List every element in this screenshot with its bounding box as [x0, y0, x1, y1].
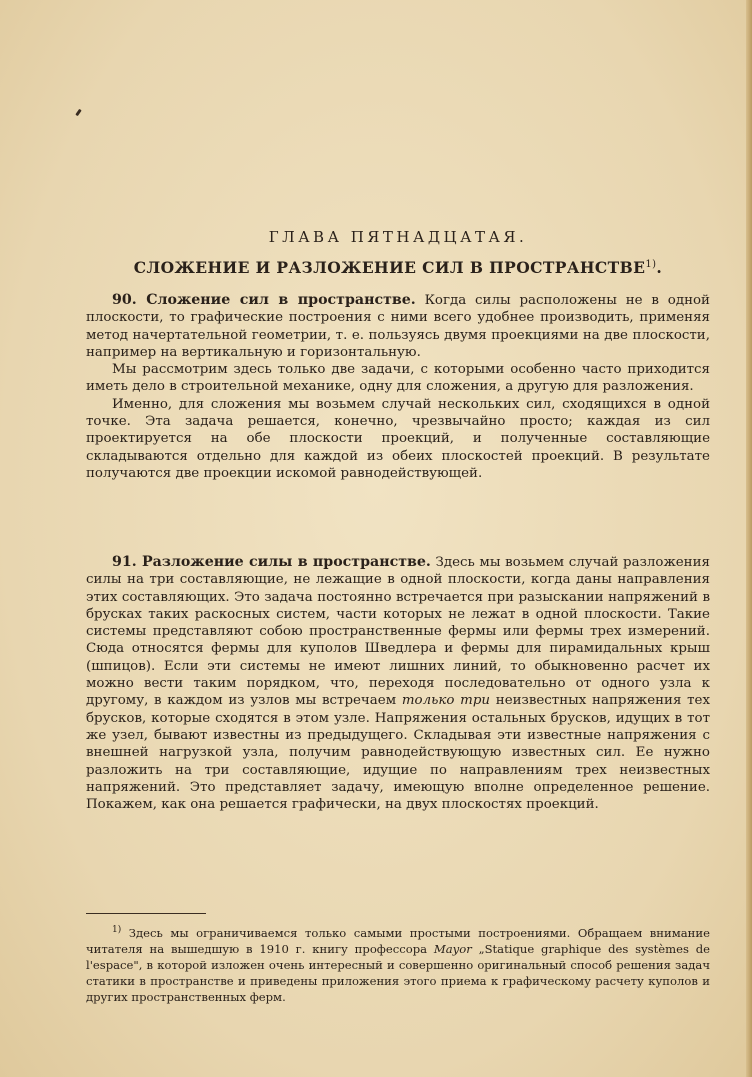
footnote-text-b: „Statique graphique des systèmes de l'espace", в которой изложен очень интересный и совершенно оригинальный способ решения задач статики в пространстве и приведены приложения этого приема к графическому расчету куполов и других пространственных ферм.: [86, 941, 711, 1004]
chapter-label: ГЛАВА ПЯТНАДЦАТАЯ.: [268, 228, 528, 246]
footnote-text-a: Здесь мы ограничиваемся только самыми простыми построениями. Обращаем внимание читателя на вышедшую в 1910 г. книгу профессора: [86, 925, 711, 956]
footnote-reference: 1): [645, 258, 657, 270]
footnote: [86, 922, 710, 1005]
section-90-text-1: Когда силы расположены не в одной плоскости, то графические построения с ними всего удобнее производить, применяя метод начертательной геометрии, т. е. пользуясь двумя проекциями на две плоскости, например на вертикальную и горизонтальную.: [86, 293, 710, 360]
section-91: [86, 554, 710, 813]
section-91-text-b: неизвестных напряжения тех брусков, которые сходятся в этом узле. Напряжения остальных брусков, идущих в тот же узел, бывают известны из предыдущего. Складывая эти известные напряжения с внешней нагрузкой узла, получим равнодействующую известных сил. Ее нужно разложить на три составляющие, идущие по направлениям трех неизвестных напряжений. Это представляет задачу, имеющую вполне определенное решение. Покажем, как она решается графически, на двух плоскостях проекций.: [86, 693, 711, 813]
section-91-emphasis: только три: [401, 693, 491, 709]
section-90-paragraph-1: [86, 292, 710, 361]
footnote-rule: [86, 913, 206, 914]
ink-speck: [75, 109, 81, 116]
section-91-paragraph-1: [86, 554, 710, 813]
footnote-author: Mayor: [433, 941, 472, 956]
section-90-paragraph-3: Именно, для сложения мы возьмем случай нескольких сил, сходящихся в одной точке. Эта задача решается, конечно, чрезвычайно просто; каждая из сил проектируется на обе плоскости проекций, и полученные составляющие складываются отдельно для каждой из обеих плоскостей проекций. В результате получаются две проекции искомой равнодействующей.: [86, 396, 710, 481]
chapter-title-end: .: [656, 258, 663, 277]
chapter-title: [86, 258, 710, 277]
section-90-heading: 90. Сложение сил в пространстве.: [112, 292, 416, 308]
section-91-text-a: Здесь мы возьмем случай разложения силы на три составляющие, не лежащие в одной плоскости, когда даны направления этих составляющих. Это задача постоянно встречается при разыскании напряжений в брусках таких раскосных систем, части которых не лежат в одной плоскости. Такие системы представляют собою пространственные фермы или фермы трех измерений. Сюда относятся фермы для куполов Шведлера и фермы для пирамидальных крыш (шпицов). Если эти системы не имеют лишних линий, то обыкновенно расчет их можно вести таким порядком, что, переходя последовательно от одного узла к другому, в каждом из узлов мы встречаем: [86, 555, 710, 709]
chapter-title-text: СЛОЖЕНИЕ И РАЗЛОЖЕНИЕ СИЛ В ПРОСТРАНСТВЕ: [133, 258, 646, 277]
page-edge-shadow: [746, 0, 752, 1077]
footnote-mark: 1): [112, 925, 122, 935]
section-91-heading: 91. Разложение силы в пространстве.: [112, 554, 431, 570]
section-90: [86, 292, 710, 482]
section-90-paragraph-2: Мы рассмотрим здесь только две задачи, с которыми особенно часто приходится иметь дело в строительной механике, одну для сложения, а другую для разложения.: [86, 362, 710, 395]
